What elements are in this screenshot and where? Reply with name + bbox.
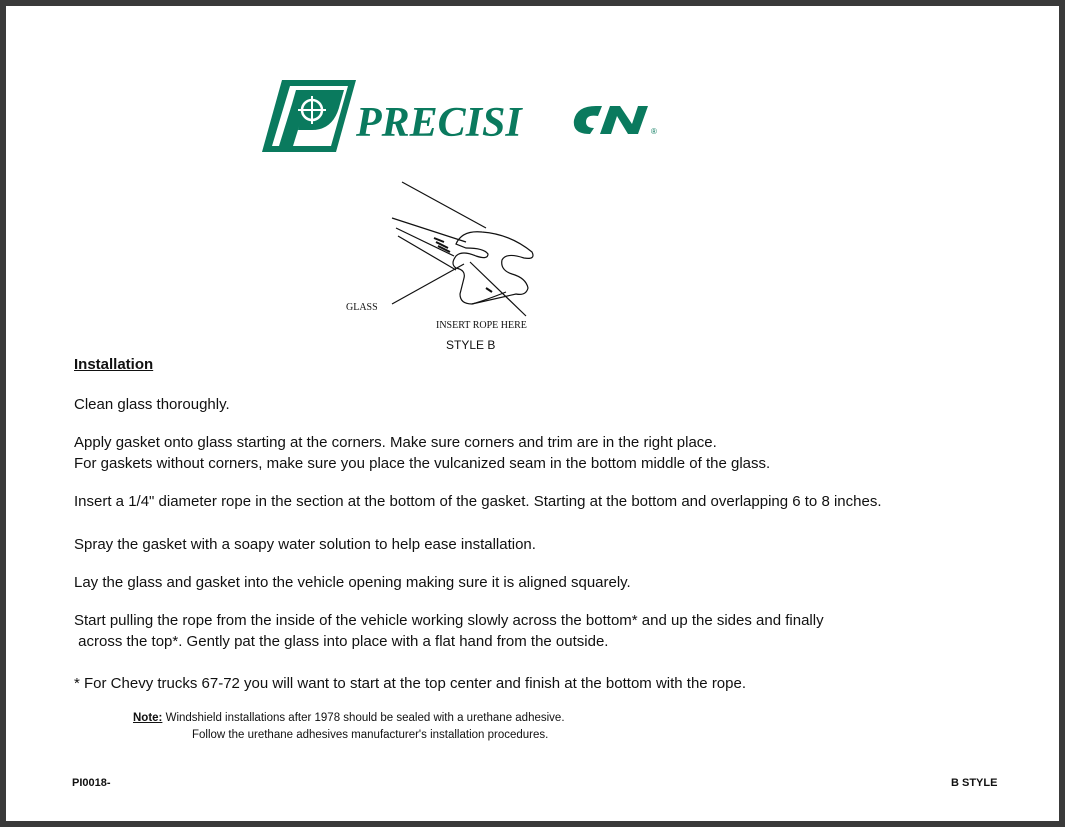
glass-label: GLASS <box>346 302 378 313</box>
step-apply-line1: Apply gasket onto glass starting at the corners. Make sure corners and trim are in the right place. <box>74 434 717 451</box>
step-apply-line2: For gaskets without corners, make sure you place the vulcanized seam in the bottom middle of the glass. <box>74 455 771 472</box>
step-lay: Lay the glass and gasket into the vehicle opening making sure it is aligned squarely. <box>74 574 631 591</box>
brand-wordmark: PRECISI <box>356 100 522 146</box>
insert-rope-label: INSERT ROPE HERE <box>436 320 527 331</box>
note-label: Note: <box>133 712 163 724</box>
precision-logo <box>260 78 660 156</box>
note-line2: Follow the urethane adhesives manufacturer's installation procedures. <box>192 729 549 741</box>
gasket-cross-section-diagram <box>336 178 556 356</box>
step-clean: Clean glass thoroughly. <box>74 396 230 413</box>
document-code: PI0018- <box>72 777 111 789</box>
step-apply <box>74 432 770 474</box>
gasket-drawing <box>392 182 533 316</box>
step-rope: Insert a 1/4" diameter rope in the section at the bottom of the gasket. Starting at the bottom and overlapping 6 to 8 inches. <box>74 493 882 510</box>
registered-mark: ® <box>651 127 657 136</box>
step-pull-line2: across the top*. Gently pat the glass into place with a flat hand from the outside. <box>74 633 609 650</box>
step-pull <box>74 610 824 652</box>
urethane-note <box>133 710 565 744</box>
installation-heading: Installation <box>74 356 154 373</box>
style-footer: B STYLE <box>951 777 998 789</box>
precision-emblem-icon <box>262 80 356 152</box>
step-pull-line1: Start pulling the rope from the inside of the vehicle working slowly across the bottom* and up the sides and finally <box>74 612 824 629</box>
brand-wordmark-on-icon <box>574 106 648 134</box>
document-page <box>6 6 1059 821</box>
note-line1: Windshield installations after 1978 should be sealed with a urethane adhesive. <box>162 712 565 724</box>
style-caption: STYLE B <box>446 338 496 352</box>
step-spray: Spray the gasket with a soapy water solution to help ease installation. <box>74 536 536 553</box>
step-chevy-note: * For Chevy trucks 67-72 you will want to start at the top center and finish at the bottom with the rope. <box>74 675 747 692</box>
